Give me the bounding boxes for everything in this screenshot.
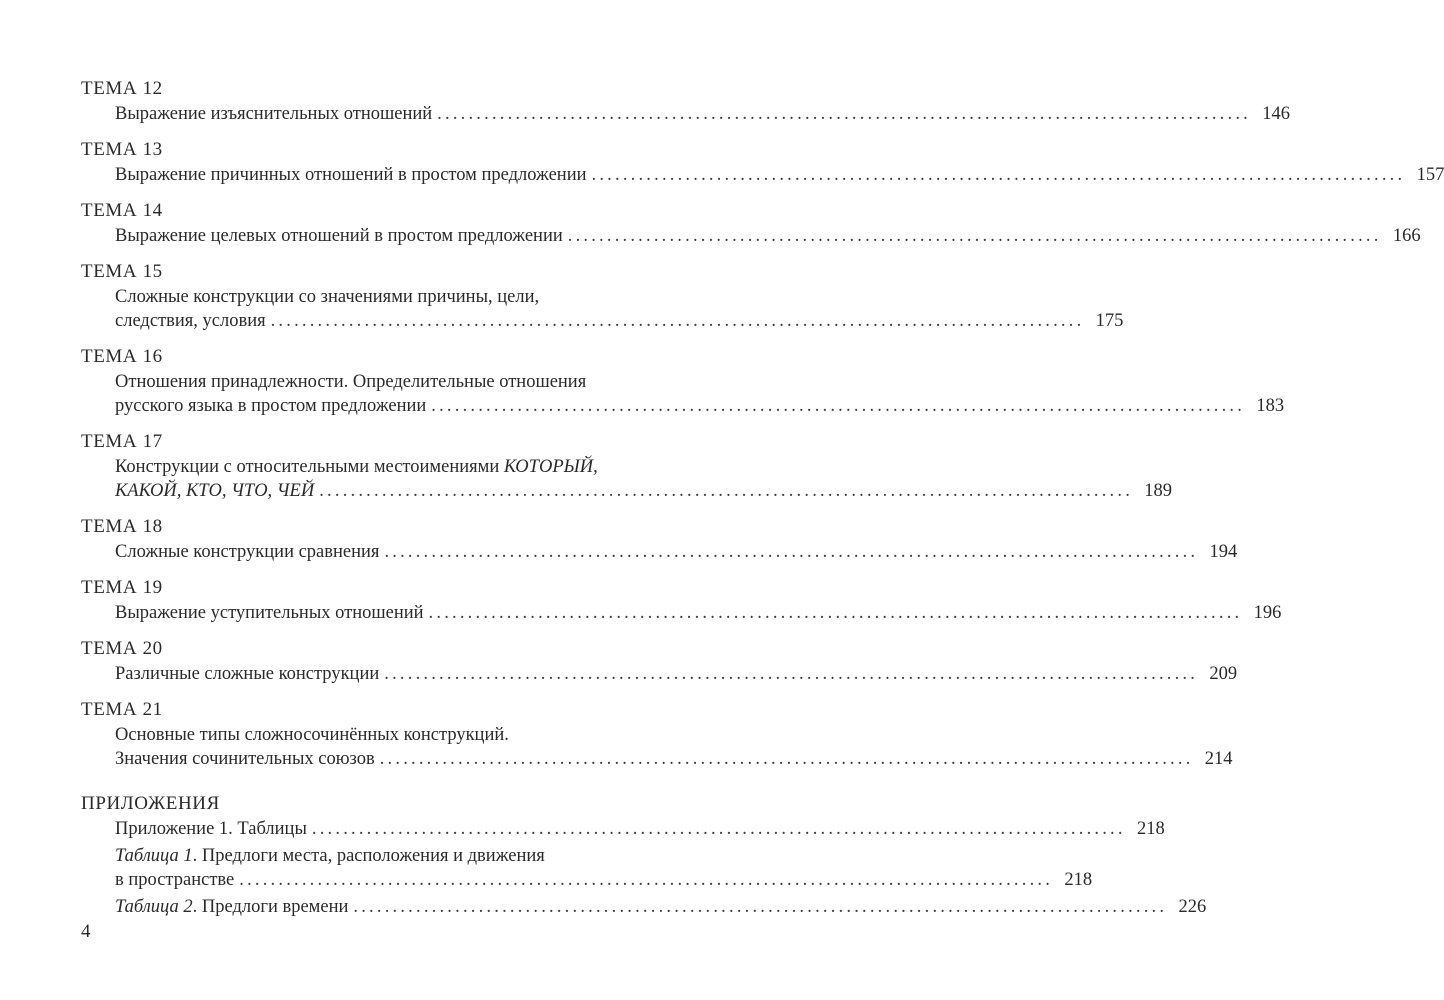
dot-leader: ........................................................................................................	[270, 311, 1085, 331]
entry-title: Значения сочинительных союзов	[115, 749, 375, 769]
entry-title-line	[81, 844, 728, 868]
toc-entry	[81, 224, 1421, 248]
toc-entry	[81, 102, 1290, 126]
appendix-entry-2	[81, 868, 1093, 892]
entry-page-number: 189	[1144, 481, 1173, 501]
toc-section-17	[81, 429, 1173, 503]
dot-leader: ........................................................................................................	[428, 603, 1243, 623]
entry-title: Сложные конструкции сравнения	[115, 542, 380, 562]
entry-title-italic: КОТОРЫЙ,	[503, 457, 598, 477]
entry-page-number: 183	[1256, 396, 1285, 416]
toc-section-14	[81, 198, 1421, 248]
entry-page-number: 226	[1178, 897, 1207, 917]
entry-title: Различные сложные конструкции	[115, 664, 380, 684]
entry-title: следствия, условия	[115, 311, 266, 331]
toc-section-12	[81, 76, 1290, 126]
entry-page-number: 218	[1136, 819, 1165, 839]
dot-leader: ........................................................................................................	[567, 226, 1382, 246]
appendix-entry-3	[81, 895, 1207, 919]
toc-entry	[81, 479, 1173, 503]
entry-page-number: 157	[1416, 165, 1444, 185]
entry-page-number: 214	[1204, 749, 1233, 769]
dot-leader: ........................................................................................................	[384, 664, 1199, 684]
dot-leader: ........................................................................................................	[379, 749, 1194, 769]
entry-page-number: 218	[1064, 870, 1093, 890]
entry-title-plain: . Предлоги времени	[192, 897, 349, 917]
toc-entry	[81, 163, 1444, 187]
section-heading: ТЕМА 12	[81, 78, 163, 99]
section-heading: ТЕМА 16	[81, 346, 163, 367]
entry-page-number: 194	[1209, 542, 1238, 562]
section-heading: ТЕМА 13	[81, 139, 163, 160]
entry-page-number: 196	[1253, 603, 1282, 623]
entry-title: Выражение изъяснительных отношений	[115, 104, 433, 124]
entry-title-plain: Конструкции с относительными местоимениями	[115, 457, 504, 477]
toc-section-18	[81, 514, 1238, 564]
dot-leader: ........................................................................................................	[431, 396, 1246, 416]
section-heading: ТЕМА 15	[81, 261, 163, 282]
entry-page-number: 146	[1262, 104, 1290, 124]
toc-entry	[81, 540, 1238, 564]
page-number: 4	[81, 921, 91, 942]
toc-section-16	[81, 344, 1285, 418]
entry-title: Выражение целевых отношений в простом предложении	[115, 226, 563, 246]
entry-page-number: 166	[1392, 226, 1421, 246]
toc-section-20	[81, 636, 1238, 686]
toc-entry	[81, 747, 1233, 771]
entry-title: русского языка в простом предложении	[115, 396, 427, 416]
entry-page-number: 209	[1209, 664, 1238, 684]
toc-entry	[81, 394, 1285, 418]
entry-title: КАКОЙ, КТО, ЧТО, ЧЕЙ	[115, 481, 315, 501]
entry-title-line: Основные типы сложносочинённых конструкций.	[115, 725, 509, 745]
table-label: Таблица 2	[115, 897, 193, 917]
dot-leader: ........................................................................................................	[384, 542, 1199, 562]
entry-page-number: 175	[1095, 311, 1124, 331]
entry-title-line: Сложные конструкции со значениями причины, цели,	[115, 287, 540, 307]
table-of-contents	[81, 76, 1444, 930]
appendix-entry-1	[81, 817, 1165, 841]
dot-leader: ........................................................................................................	[591, 165, 1406, 185]
dot-leader: ........................................................................................................	[353, 897, 1168, 917]
dot-leader: ........................................................................................................	[311, 819, 1126, 839]
section-heading: ТЕМА 21	[81, 699, 163, 720]
toc-section-19	[81, 575, 1282, 625]
toc-section-13	[81, 137, 1444, 187]
toc-section-21	[81, 697, 1233, 771]
section-heading: ТЕМА 14	[81, 200, 163, 221]
dot-leader: ........................................................................................................	[319, 481, 1134, 501]
entry-title-plain: . Предлоги места, расположения и движения	[192, 846, 545, 866]
section-heading: ТЕМА 20	[81, 638, 163, 659]
entry-title	[115, 895, 348, 919]
table-label: Таблица 1	[115, 846, 193, 866]
entry-title-line	[81, 455, 728, 479]
entry-title-line: Отношения принадлежности. Определительные отношения	[115, 372, 587, 392]
appendix-heading: ПРИЛОЖЕНИЯ	[81, 793, 220, 814]
dot-leader: ........................................................................................................	[437, 104, 1251, 124]
toc-entry	[81, 309, 1124, 333]
section-heading: ТЕМА 19	[81, 577, 163, 598]
toc-entry	[81, 601, 1282, 625]
entry-title: Приложение 1. Таблицы	[115, 819, 307, 839]
entry-title: Выражение причинных отношений в простом предложении	[115, 165, 587, 185]
toc-appendix-section	[81, 791, 1207, 919]
dot-leader: ........................................................................................................	[239, 870, 1054, 890]
section-heading: ТЕМА 18	[81, 516, 163, 537]
toc-entry	[81, 662, 1238, 686]
entry-title: Выражение уступительных отношений	[115, 603, 424, 623]
entry-title: в пространстве	[115, 870, 235, 890]
section-heading: ТЕМА 17	[81, 431, 163, 452]
toc-section-15	[81, 259, 1124, 333]
